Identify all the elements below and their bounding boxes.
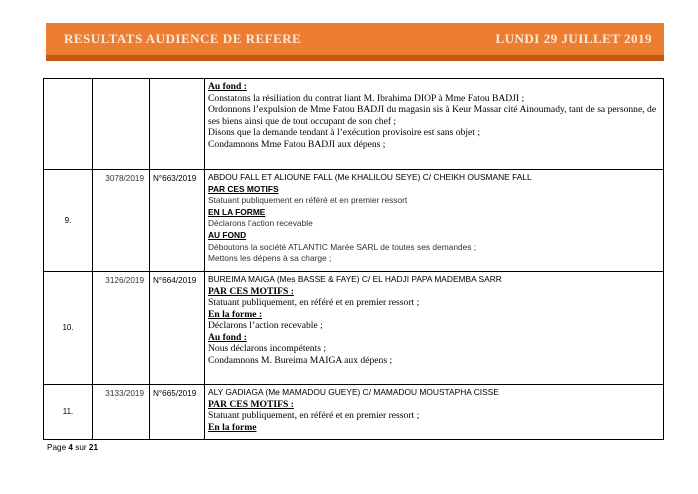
ruling-line: Disons que la demande tendant à l’exécution provisoire est sans objet ;: [208, 127, 481, 138]
table-row: [44, 170, 664, 272]
page-current: 4: [68, 443, 73, 452]
table-row: [44, 272, 664, 385]
ruling-heading: PAR CES MOTIFS :: [208, 285, 294, 297]
ruling-line: Constatons la résiliation du contrat liant M. Ibrahima DIOP à Mme Fatou BADJI ;: [208, 92, 525, 104]
ruling-text: [205, 385, 664, 440]
ruling-line: Condamnons M. Bureima MAIGA aux dépens ;: [208, 354, 393, 366]
page-total: 21: [88, 443, 99, 452]
page-label: Page: [47, 443, 67, 452]
header-banner-shadow: [46, 55, 664, 61]
case-parties: ABDOU FALL ET ALIOUNE FALL (Me KHALILOU SEYE) C/ CHEIKH OUSMANE FALL: [208, 172, 532, 182]
ordonnance-number: N°664/2019: [150, 272, 205, 385]
table-row: [44, 79, 664, 170]
ruling-heading: Au fond :: [208, 331, 247, 343]
ruling-heading: PAR CES MOTIFS :: [208, 398, 294, 410]
ruling-heading: En la forme: [208, 421, 257, 433]
ruling-heading: Au fond :: [208, 81, 247, 92]
case-reference: [93, 79, 150, 170]
ruling-line: Statuant publiquement en référé et en premier ressort: [208, 195, 408, 206]
ruling-heading: En la forme :: [208, 308, 263, 320]
ruling-heading: AU FOND: [208, 229, 247, 240]
table-row: [44, 385, 664, 440]
results-table: [43, 78, 664, 440]
header-title: RESULTATS AUDIENCE DE REFERE: [64, 31, 302, 46]
case-parties: ALY GADIAGA (Me MAMADOU GUEYE) C/ MAMADOU MOUSTAPHA CISSE: [208, 387, 499, 397]
ordonnance-number: N°663/2019: [150, 170, 205, 272]
ruling-line: Déclarons l’action recevable ;: [208, 320, 323, 332]
ruling-line: Condamnons Mme Fatou BADJI aux dépens ;: [208, 138, 386, 150]
case-reference: 3133/2019: [93, 385, 150, 440]
ordonnance-number: [150, 79, 205, 170]
ruling-text: [205, 79, 664, 170]
row-number: 9.: [44, 170, 93, 272]
ruling-heading: EN LA FORME: [208, 206, 266, 217]
row-number: 10.: [44, 272, 93, 385]
ruling-text: [205, 272, 664, 385]
ruling-line: Ordonnons l’expulsion de Mme Fatou BADJI du magasin sis à Keur Massar cité Ainoumady, tant de sa personne, de ses biens ainsi que de tout occupant de son chef ;: [208, 104, 657, 127]
case-reference: 3078/2019: [93, 170, 150, 272]
ruling-line: Mettons les dépens à sa charge ;: [208, 253, 332, 264]
ordonnance-number: N°665/2019: [150, 385, 205, 440]
header-date: LUNDI 29 JUILLET 2019: [495, 31, 652, 46]
ruling-line: Statuant publiquement, en référé et en premier ressort ;: [208, 410, 420, 422]
row-number: 11.: [44, 385, 93, 440]
case-parties: BUREIMA MAIGA (Mes BASSE & FAYE) C/ EL HADJI PAPA MADEMBA SARR: [208, 274, 502, 284]
ruling-line: Déboutons la société ATLANTIC Marée SARL de toutes ses demandes ;: [208, 241, 477, 252]
ruling-line: Nous déclarons incompétents ;: [208, 343, 327, 355]
ruling-text: [205, 170, 664, 272]
case-reference: 3126/2019: [93, 272, 150, 385]
ruling-line: Statuant publiquement, en référé et en premier ressort ;: [208, 297, 420, 309]
row-number: [44, 79, 93, 170]
header-banner: [46, 23, 664, 61]
page-footer: [47, 443, 98, 452]
page-separator: sur: [75, 443, 87, 452]
ruling-heading: PAR CES MOTIFS: [208, 183, 279, 194]
ruling-line: Déclarons l’action recevable: [208, 218, 313, 229]
